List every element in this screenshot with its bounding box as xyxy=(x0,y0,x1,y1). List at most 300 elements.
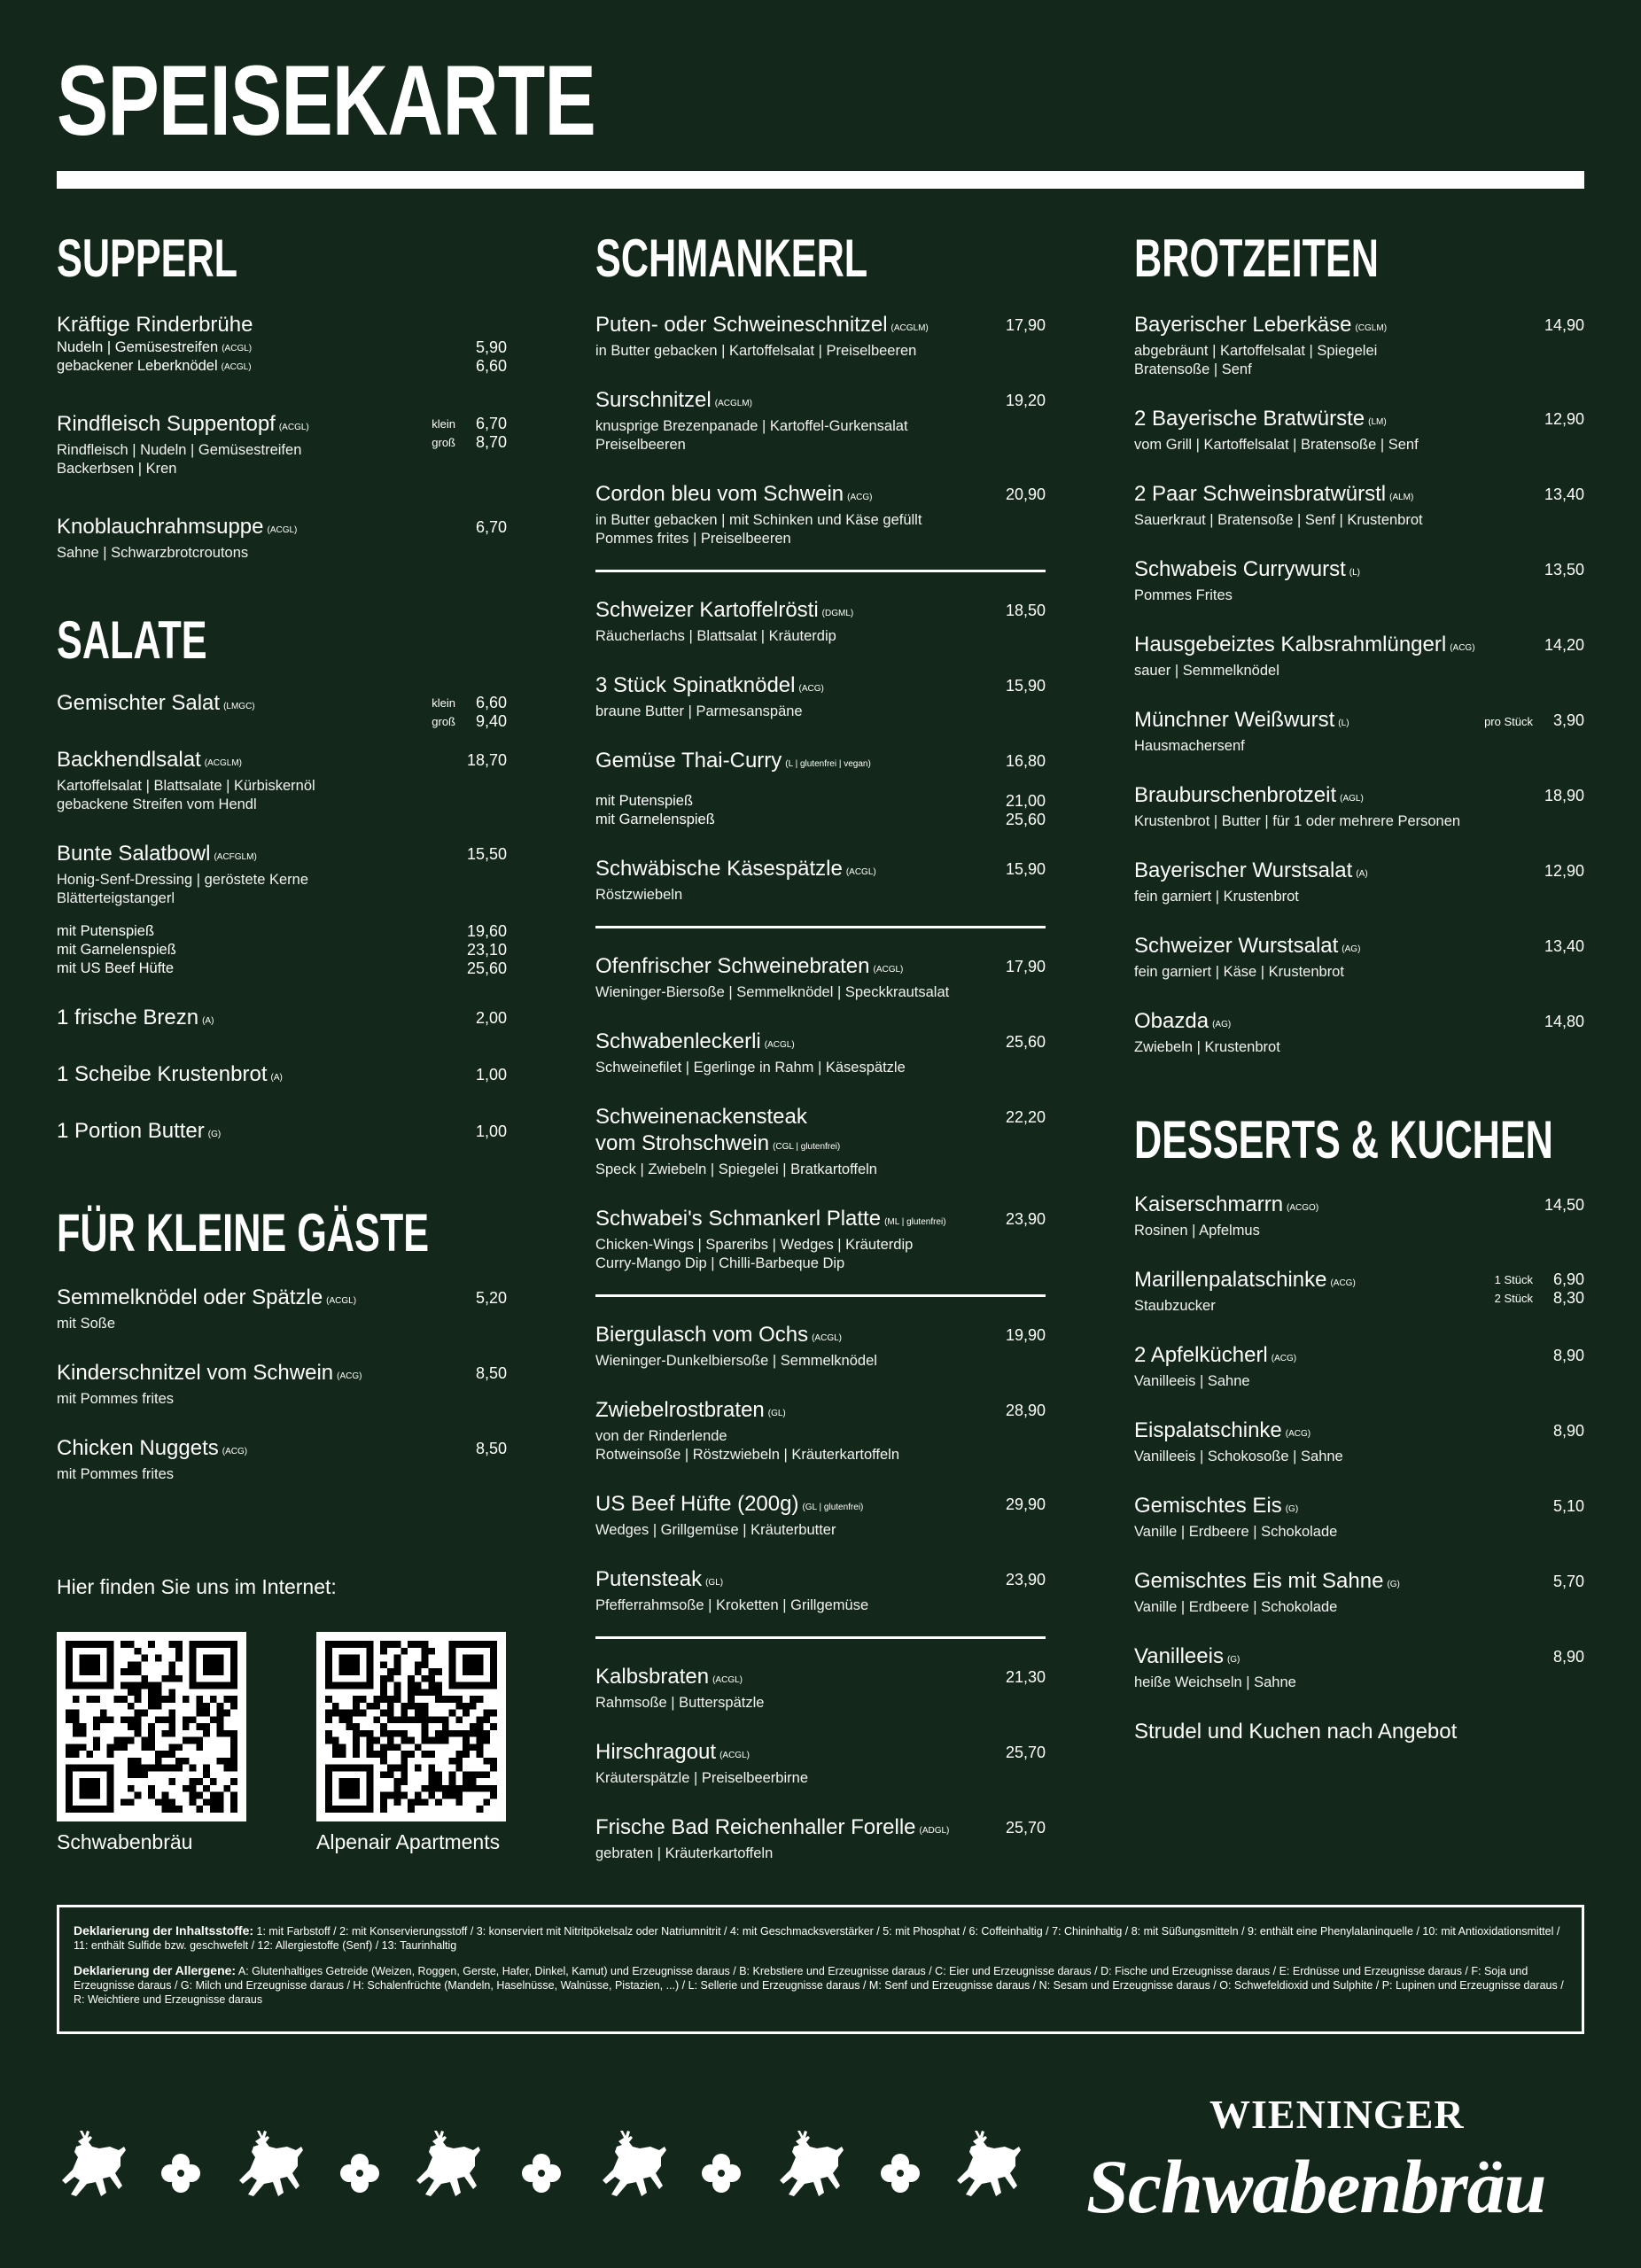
item-price: 15,90 xyxy=(1005,677,1046,695)
column-right xyxy=(1134,229,1584,1745)
item-description: mit Pommes frites xyxy=(57,1391,175,1407)
item-name xyxy=(57,514,507,544)
item-name-text: 2 Bayerische Bratwürste xyxy=(1134,407,1365,431)
item-description: Wieninger-Biersoße | Semmelknödel | Speckkrautsalat xyxy=(595,984,950,1000)
extra-label: mit Garnelenspieß xyxy=(57,942,176,958)
item-description: Röstzwiebeln xyxy=(595,887,683,903)
item-name-text: Gemischter Salat xyxy=(57,691,221,715)
item-description: Vanille | Erdbeere | Schokolade xyxy=(1134,1524,1338,1540)
item-price: 19,90 xyxy=(1005,1326,1046,1344)
section-title-schmankerl: SCHMANKERL xyxy=(595,229,868,288)
item-name xyxy=(57,841,507,871)
menu-item xyxy=(1134,481,1584,530)
deer-icon xyxy=(597,2131,668,2210)
desserts-list xyxy=(1134,1192,1584,1745)
menu-item xyxy=(57,1061,507,1091)
size-price: 6,90 xyxy=(1552,1270,1584,1288)
allergen-code: (ALM) xyxy=(1389,493,1414,502)
extra-option xyxy=(57,338,507,357)
item-price: 22,20 xyxy=(1005,1108,1046,1126)
flower-icon xyxy=(522,2154,561,2193)
allergen-code: (CGL | glutenfrei) xyxy=(773,1142,841,1152)
item-description: gebraten | Kräuterkartoffeln xyxy=(595,1845,774,1861)
item-name-text: Semmelknödel oder Spätzle xyxy=(57,1285,323,1309)
allergen-code: (ACGL) xyxy=(845,867,876,877)
column-middle xyxy=(595,229,1046,1863)
item-name-text: US Beef Hüfte (200g) xyxy=(595,1492,799,1516)
allergen-code: (ACGL) xyxy=(222,344,253,353)
item-name-text: Ofenfrischer Schweinebraten xyxy=(595,954,870,978)
item-name xyxy=(1134,632,1584,662)
allergen-code: (ACGL) xyxy=(278,423,309,432)
item-name xyxy=(1134,1008,1584,1038)
item-price: 16,80 xyxy=(1005,752,1046,770)
deer-icon xyxy=(411,2131,482,2210)
item-name-text: Frische Bad Reichenhaller Forelle xyxy=(595,1815,916,1839)
item-name xyxy=(1134,1192,1584,1222)
allergen-code: (ACGL) xyxy=(326,1296,357,1306)
allergens-declaration xyxy=(74,1963,1567,2007)
item-name-text: Hirschragout xyxy=(595,1740,717,1764)
allergen-code: (AG) xyxy=(1342,944,1361,954)
menu-item xyxy=(57,690,507,730)
item-name-text: Kaiserschmarrn xyxy=(1134,1192,1284,1216)
item-name-text: Schwabei's Schmankerl Platte xyxy=(595,1207,882,1231)
item-name-text: Puten- oder Schweineschnitzel xyxy=(595,313,888,337)
size-label: 2 Stück xyxy=(1494,1292,1533,1305)
declaration-box xyxy=(57,1905,1584,2034)
section-title-supperl: SUPPERL xyxy=(57,229,238,288)
item-description: Pommes Frites xyxy=(1134,587,1233,603)
menu-item xyxy=(595,481,1046,548)
item-name-text: Biergulasch vom Ochs xyxy=(595,1323,809,1347)
item-price: 2,00 xyxy=(475,1009,507,1027)
qr-code-schwabenbraeu[interactable] xyxy=(57,1632,246,1821)
menu-item xyxy=(595,1491,1046,1540)
item-description: Rosinen | Apfelmus xyxy=(1134,1223,1260,1239)
item-description: gebackene Streifen vom Hendl xyxy=(57,796,257,812)
menu-item xyxy=(595,953,1046,1002)
menu-item xyxy=(1134,1643,1584,1692)
flower-icon xyxy=(881,2154,920,2193)
menu-item xyxy=(595,1814,1046,1863)
allergens-title: Deklarierung der Allergene: xyxy=(74,1963,237,1977)
item-name-text: Brauburschenbrotzeit xyxy=(1134,783,1337,807)
item-price: 6,70 xyxy=(475,518,507,536)
schmankerl-group xyxy=(595,1322,1046,1615)
schmankerl-group xyxy=(595,597,1046,905)
item-name xyxy=(595,1566,1046,1596)
item-name-text: 2 Paar Schweinsbratwürstl xyxy=(1134,482,1387,506)
allergen-code: (GL) xyxy=(767,1409,786,1418)
item-description: Backerbsen | Kren xyxy=(57,461,177,477)
allergen-code: (DGML) xyxy=(821,609,854,618)
menu-item xyxy=(1134,782,1584,831)
item-description: Chicken-Wings | Spareribs | Wedges | Kräuterdip xyxy=(595,1237,914,1253)
item-name-text: Surschnitzel xyxy=(595,388,712,412)
item-price: 21,30 xyxy=(1005,1668,1046,1686)
item-price: 8,90 xyxy=(1552,1648,1584,1666)
item-price: 8,50 xyxy=(475,1440,507,1457)
item-price: 15,90 xyxy=(1005,860,1046,878)
flower-icon xyxy=(161,2154,200,2193)
item-description: Rotweinsoße | Röstzwiebeln | Kräuterkartoffeln xyxy=(595,1447,900,1463)
menu-item xyxy=(595,1206,1046,1273)
item-name-text: Eispalatschinke xyxy=(1134,1418,1282,1442)
item-price: 23,90 xyxy=(1005,1210,1046,1228)
item-price: 14,20 xyxy=(1544,636,1584,654)
allergen-code: (G) xyxy=(1387,1580,1400,1589)
extra-label: mit Putenspieß xyxy=(57,923,155,939)
item-price: 14,50 xyxy=(1544,1196,1584,1214)
allergen-code: (A) xyxy=(1356,869,1368,879)
allergen-code: (ACGL) xyxy=(221,362,252,372)
item-name xyxy=(57,1360,507,1390)
section-divider xyxy=(595,1294,1046,1297)
menu-item-extras xyxy=(57,338,507,376)
menu-item xyxy=(57,922,507,978)
schmankerl-group xyxy=(595,953,1046,1273)
item-price: 12,90 xyxy=(1544,862,1584,880)
item-name-text: Gemüse Thai-Curry xyxy=(595,749,782,773)
menu-item xyxy=(595,1397,1046,1464)
size-price: 8,30 xyxy=(1552,1289,1584,1307)
item-name xyxy=(57,1118,507,1148)
extra-label: mit US Beef Hüfte xyxy=(57,960,175,976)
menu-item xyxy=(595,1739,1046,1788)
menu-item xyxy=(1134,1342,1584,1391)
item-description: Vanille | Erdbeere | Schokolade xyxy=(1134,1599,1338,1615)
brand-schwabenbraeu-logo: Schwabenbräu xyxy=(1086,2144,1546,2229)
item-description: Zwiebeln | Krustenbrot xyxy=(1134,1039,1280,1055)
item-price: 8,90 xyxy=(1552,1422,1584,1440)
item-sizes xyxy=(1495,1270,1533,1308)
menu-item xyxy=(1134,556,1584,605)
menu-item xyxy=(595,856,1046,905)
internet-heading: Hier finden Sie uns im Internet: xyxy=(57,1575,337,1598)
item-name-text: Rindfleisch Suppentopf xyxy=(57,412,276,436)
allergen-code: (ADGL) xyxy=(919,1826,950,1836)
extra-option xyxy=(595,811,1046,829)
qr-label-alpenair: Alpenair Apartments xyxy=(316,1830,501,1853)
item-description: Bratensoße | Senf xyxy=(1134,361,1252,377)
allergen-code: (AGL) xyxy=(1340,794,1364,804)
section-divider xyxy=(595,570,1046,572)
item-price: 25,70 xyxy=(1005,1744,1046,1761)
allergens-text: A: Glutenhaltiges Getreide (Weizen, Roggen, Gerste, Hafer, Dinkel, Kamut) und Erzeugnisse daraus / B: Krebstiere und Erzeugnisse daraus / C: Eier und Erzeugnisse daraus / D: Fische und Erzeugnisse daraus / E: Erdnüsse und Erzeugnisse daraus / F: Soja und Erzeugnisse daraus / G: Milch und Erzeugnisse daraus / H: Schalenfrüchte (Mandeln, Haselnüsse, Walnüsse, Pistazien, ...) / L: Sellerie und Erzeugnisse daraus / M: Senf und Erzeugnisse daraus / N: Sesam und Erzeugnisse daraus / O: Schwefeldioxid und Sulphite / P: Lupinen und Erzeugnisse daraus / R: Weichtiere und Erzeugnisse daraus xyxy=(74,1965,1564,2006)
size-price: 6,70 xyxy=(475,415,507,432)
item-description: Pfefferrahmsoße | Kroketten | Grillgemüse xyxy=(595,1597,869,1613)
allergen-code: (A) xyxy=(270,1073,283,1083)
item-name xyxy=(57,1005,507,1035)
menu-item xyxy=(57,841,507,908)
menu-item xyxy=(1134,406,1584,454)
item-description: Kartoffelsalat | Blattsalate | Kürbiskernöl xyxy=(57,778,315,794)
item-name-text: Hausgebeiztes Kalbsrahmlüngerl xyxy=(1134,633,1447,656)
extra-price: 25,60 xyxy=(1005,811,1046,828)
item-name-text: 3 Stück Spinatknödel xyxy=(595,673,796,697)
allergen-code: (ACFGLM) xyxy=(214,852,257,862)
item-description: Krustenbrot | Butter | für 1 oder mehrere Personen xyxy=(1134,813,1461,829)
item-price: 13,40 xyxy=(1544,937,1584,955)
allergen-code: (ACG) xyxy=(1285,1429,1311,1439)
item-name xyxy=(1134,933,1584,963)
item-description: knusprige Brezenpanade | Kartoffel-Gurkensalat xyxy=(595,418,908,434)
additives-declaration xyxy=(74,1923,1567,1953)
item-name xyxy=(1134,481,1584,511)
item-name-text: Putensteak xyxy=(595,1567,703,1591)
item-description: Vanilleeis | Schokosoße | Sahne xyxy=(1134,1449,1343,1464)
deer-icon xyxy=(234,2131,305,2210)
deer-icon xyxy=(57,2131,128,2210)
allergen-code: (GL) xyxy=(705,1578,724,1588)
item-price: 20,90 xyxy=(1005,485,1046,503)
allergen-code: (G) xyxy=(1226,1655,1240,1665)
item-name-text: Marillenpalatschinke xyxy=(1134,1268,1327,1292)
allergen-code: (L) xyxy=(1349,568,1360,578)
extra-price: 23,10 xyxy=(466,941,507,959)
allergen-code: (AG) xyxy=(1212,1020,1232,1029)
item-name-text: Schwabenleckerli xyxy=(595,1029,761,1053)
menu-item xyxy=(1134,1192,1584,1240)
item-description: Sahne | Schwarzbrotcroutons xyxy=(57,545,249,561)
extra-price: 21,00 xyxy=(1005,792,1046,810)
item-name-text: Knoblauchrahmsuppe xyxy=(57,515,264,539)
allergen-code: (ACGL) xyxy=(812,1333,842,1343)
menu-item xyxy=(595,387,1046,454)
salate-list xyxy=(57,690,507,1148)
allergen-code: (A) xyxy=(202,1016,214,1026)
size-label: klein xyxy=(432,417,455,431)
item-name-text: Zwiebelrostbraten xyxy=(595,1398,765,1422)
allergen-code: (ACGL) xyxy=(267,525,298,535)
item-name xyxy=(595,387,1046,417)
item-name xyxy=(1134,1643,1584,1674)
menu-item xyxy=(595,312,1046,361)
item-name: Kräftige Rinderbrühe xyxy=(57,313,253,337)
extra-price: 25,60 xyxy=(466,959,507,977)
allergen-code: (ACG) xyxy=(222,1447,248,1456)
column-left xyxy=(57,229,507,1484)
item-description: Curry-Mango Dip | Chilli-Barbeque Dip xyxy=(595,1255,845,1271)
flower-icon xyxy=(340,2154,379,2193)
supperl-list xyxy=(57,312,507,563)
extra-price: 5,90 xyxy=(475,338,507,356)
menu-item xyxy=(595,1104,1046,1179)
additives-text: 1: mit Farbstoff / 2: mit Konservierungsstoff / 3: konserviert mit Nitritpökelsalz oder Natriumnitrit / 4: mit Geschmacksverstärker / 5: mit Phosphat / 6: Coffeinhaltig / 7: Chininhaltig / 8: mit Süßungsmitteln / 9: enthält eine Phenylalaninquelle / 10: mit Antioxidationsmittel / 11: enthält Sulfide bzw. geschwefelt / 12: Allergiestoffe (Senf) / 13: Taurinhaltig xyxy=(74,1925,1560,1952)
item-name xyxy=(595,1029,1046,1059)
flower-icon xyxy=(702,2154,741,2193)
item-name xyxy=(1134,858,1584,888)
section-divider xyxy=(595,1636,1046,1639)
item-name-text: Bayerischer Leberkäse xyxy=(1134,313,1352,337)
item-description: in Butter gebacken | Kartoffelsalat | Preiselbeeren xyxy=(595,343,917,359)
item-name xyxy=(595,1397,1046,1427)
menu-item xyxy=(595,597,1046,646)
extra-option xyxy=(57,357,507,376)
item-name-text: Bunte Salatbowl xyxy=(57,842,211,866)
page-title: SPEISEKARTE xyxy=(57,45,595,156)
item-name-text: 1 Portion Butter xyxy=(57,1119,205,1143)
item-prices xyxy=(476,415,507,452)
item-price: 25,60 xyxy=(1005,1033,1046,1051)
menu-item xyxy=(57,1005,507,1035)
item-price: 13,40 xyxy=(1544,485,1584,503)
item-price: 5,20 xyxy=(475,1289,507,1307)
menu-item xyxy=(595,1029,1046,1077)
menu-item xyxy=(1134,632,1584,680)
allergen-code: (LM) xyxy=(1368,417,1387,427)
item-description: Preiselbeeren xyxy=(595,437,686,453)
allergen-code: (ACGLM) xyxy=(714,399,752,408)
size-label: groß xyxy=(432,436,455,449)
item-prices xyxy=(1553,1270,1584,1308)
item-description: Honig-Senf-Dressing | geröstete Kerne xyxy=(57,872,309,888)
menu-item xyxy=(1134,933,1584,982)
item-name xyxy=(595,1491,1046,1521)
item-price: 18,70 xyxy=(466,751,507,769)
item-price: 19,20 xyxy=(1005,392,1046,409)
item-description: braune Butter | Parmesanspäne xyxy=(595,703,803,719)
allergen-code: (ACGL) xyxy=(719,1751,750,1760)
allergen-code: (ACG) xyxy=(337,1371,362,1381)
menu-item xyxy=(1134,1493,1584,1542)
extra-option xyxy=(595,792,1046,811)
item-price: 14,90 xyxy=(1544,316,1584,334)
menu-item xyxy=(57,1435,507,1484)
item-name xyxy=(1134,406,1584,436)
item-name-text: Gemischtes Eis mit Sahne xyxy=(1134,1569,1384,1593)
item-name xyxy=(1134,556,1584,586)
extra-option xyxy=(57,922,507,941)
item-name-text: Cordon bleu vom Schwein xyxy=(595,482,844,506)
allergen-code: (ACGL) xyxy=(873,965,904,975)
size-label: 1 Stück xyxy=(1494,1273,1533,1286)
size-label: klein xyxy=(432,696,455,710)
allergen-code: (ACGO) xyxy=(1287,1203,1319,1213)
menu-item xyxy=(1134,1267,1584,1316)
item-name-text: Chicken Nuggets xyxy=(57,1436,219,1460)
item-name xyxy=(57,1285,507,1315)
item-sizes xyxy=(432,694,455,731)
menu-item xyxy=(57,747,507,814)
item-description: Staubzucker xyxy=(1134,1298,1216,1314)
section-divider xyxy=(595,926,1046,928)
item-description: Sauerkraut | Bratensoße | Senf | Krustenbrot xyxy=(1134,512,1423,528)
allergen-code: (ACG) xyxy=(1330,1278,1356,1288)
item-name xyxy=(57,1435,507,1465)
qr-code-alpenair[interactable] xyxy=(316,1632,506,1821)
item-name xyxy=(595,1664,1046,1694)
menu-item xyxy=(1134,1008,1584,1057)
allergen-code: (ACGLM) xyxy=(204,758,243,768)
item-description: fein garniert | Käse | Krustenbrot xyxy=(1134,964,1344,980)
item-description: in Butter gebacken | mit Schinken und Käse gefüllt xyxy=(595,512,922,528)
size-label: groß xyxy=(432,715,455,728)
item-name-line2 xyxy=(595,1130,1046,1161)
deer-icon xyxy=(952,2131,1023,2210)
item-description: Rahmsoße | Butterspätzle xyxy=(595,1695,765,1711)
item-price: 18,50 xyxy=(1005,602,1046,619)
allergen-code: (ACG) xyxy=(798,684,824,694)
extra-price: 19,60 xyxy=(466,922,507,940)
item-price: 15,50 xyxy=(466,845,507,863)
item-name xyxy=(595,1206,1046,1236)
item-price: 29,90 xyxy=(1005,1495,1046,1513)
item-name xyxy=(1134,312,1584,342)
item-name xyxy=(595,1739,1046,1769)
allergen-code: (G) xyxy=(207,1130,222,1139)
item-name-text: Kinderschnitzel vom Schwein xyxy=(57,1361,334,1385)
item-description: Wedges | Grillgemüse | Kräuterbutter xyxy=(595,1522,836,1538)
item-name xyxy=(1134,1342,1584,1372)
item-name xyxy=(1134,1719,1584,1745)
menu-item xyxy=(595,1566,1046,1615)
section-title-salate: SALATE xyxy=(57,610,207,670)
item-name-text: Münchner Weißwurst xyxy=(1134,708,1335,732)
item-description: heiße Weichseln | Sahne xyxy=(1134,1674,1296,1690)
section-title-brotzeiten: BROTZEITEN xyxy=(1134,229,1379,288)
allergen-code: (ACGLM) xyxy=(890,323,929,333)
size-price: 6,60 xyxy=(475,694,507,711)
menu-item xyxy=(1134,1719,1584,1745)
item-price: 28,90 xyxy=(1005,1402,1046,1419)
item-name xyxy=(1134,1493,1584,1523)
item-description: fein garniert | Krustenbrot xyxy=(1134,889,1299,905)
item-description: Hausmachersenf xyxy=(1134,738,1245,754)
allergen-code: (ACG) xyxy=(1271,1354,1297,1363)
item-name-text: Strudel und Kuchen nach Angebot xyxy=(1134,1720,1458,1744)
allergen-code: (L) xyxy=(1338,718,1349,728)
allergen-code: (GL | glutenfrei) xyxy=(802,1503,864,1512)
allergen-code: (ACG) xyxy=(1450,643,1475,653)
extra-label: Nudeln | Gemüsestreifen xyxy=(57,339,219,355)
item-name xyxy=(595,748,1046,778)
item-description: Pommes frites | Preiselbeeren xyxy=(595,531,791,547)
schmankerl-group xyxy=(595,1664,1046,1863)
allergen-code: (G) xyxy=(1285,1504,1299,1514)
item-name xyxy=(595,856,1046,886)
schmankerl-group xyxy=(595,312,1046,548)
menu-item xyxy=(595,1322,1046,1371)
allergen-code: (LMGC) xyxy=(223,702,255,711)
item-price: 1,00 xyxy=(475,1066,507,1084)
item-name xyxy=(595,481,1046,511)
item-name-text: Schweizer Wurstsalat xyxy=(1134,934,1339,958)
item-description: Vanilleeis | Sahne xyxy=(1134,1373,1250,1389)
item-description: Blätterteigstangerl xyxy=(57,890,175,906)
section-title-kinder: FÜR KLEINE GÄSTE xyxy=(57,1203,430,1262)
item-name xyxy=(595,597,1046,627)
menu-item xyxy=(57,1118,507,1148)
item-price: 17,90 xyxy=(1005,958,1046,975)
item-description: Kräuterspätzle | Preiselbeerbirne xyxy=(595,1770,808,1786)
section-title-desserts: DESSERTS & KUCHEN xyxy=(1134,1110,1553,1169)
item-name xyxy=(1134,782,1584,812)
item-price: 3,90 xyxy=(1552,711,1584,729)
allergen-code: (ACGL) xyxy=(764,1040,795,1050)
menu-item xyxy=(1134,707,1584,756)
qr-label-schwabenbraeu: Schwabenbräu xyxy=(57,1830,193,1853)
item-name xyxy=(595,1814,1046,1845)
item-name xyxy=(595,672,1046,703)
item-description: abgebräunt | Kartoffelsalat | Spiegelei xyxy=(1134,343,1378,359)
kinder-list xyxy=(57,1285,507,1484)
item-name-text: Backhendlsalat xyxy=(57,748,201,772)
menu-item xyxy=(595,748,1046,778)
item-price: 8,90 xyxy=(1552,1347,1584,1364)
menu-item xyxy=(57,312,507,376)
